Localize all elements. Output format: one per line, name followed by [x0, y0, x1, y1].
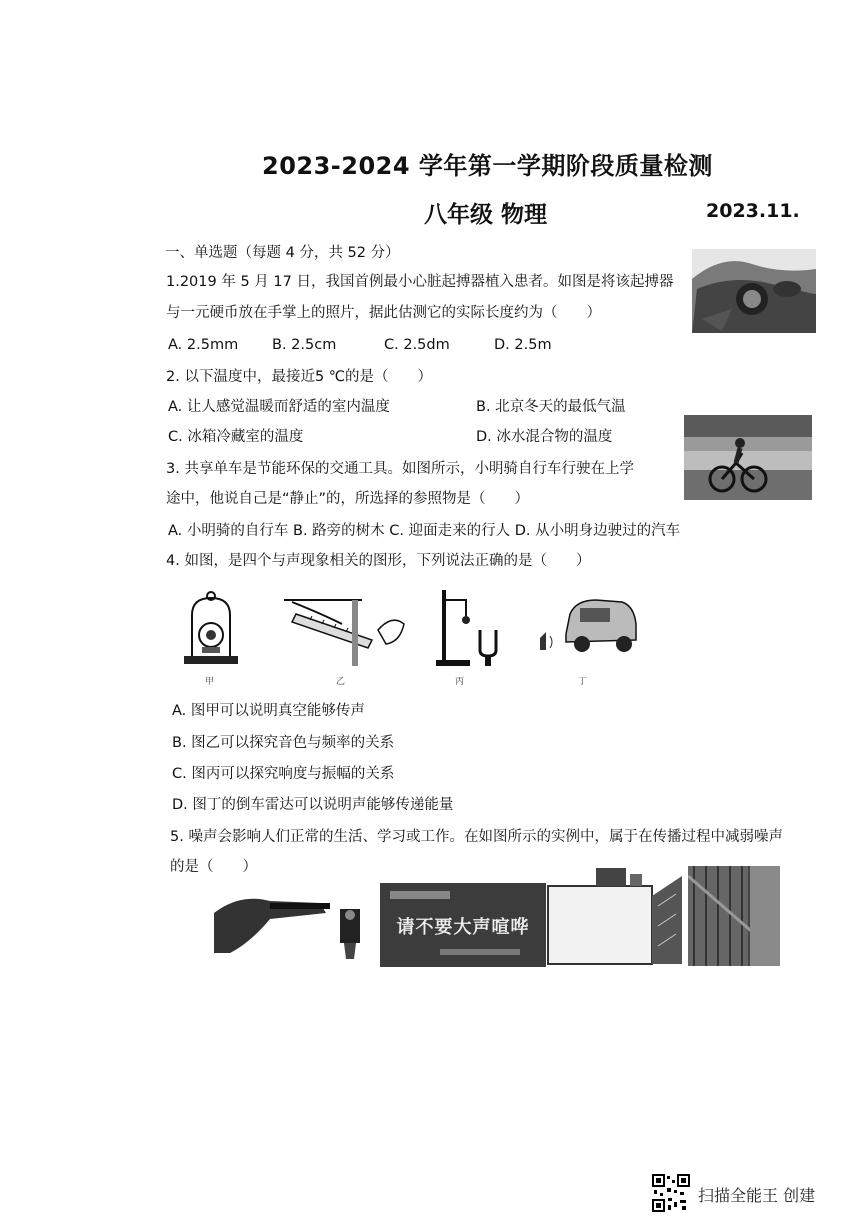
- q3-line2: 途中，他说自己是“静止”的，所选择的参照物是（ ）: [166, 491, 530, 507]
- q4-option-c: C. 图丙可以探究响度与振幅的关系: [172, 766, 395, 782]
- q1-line2: 与一元硬币放在手掌上的照片，据此估测它的实际长度约为（ ）: [166, 305, 601, 321]
- caption-bing: 丙: [455, 677, 465, 687]
- q1-option-d: D. 2.5m: [494, 337, 552, 353]
- q3-options: A. 小明骑的自行车 B. 路旁的树木 C. 迎面走来的行人 D. 从小明身边驶过的汽车: [168, 523, 681, 539]
- q4-option-d: D. 图丁的倒车雷达可以说明声能够传递能量: [172, 797, 454, 813]
- q4-stem: 4. 如图，是四个与声现象相关的图形，下列说法正确的是（ ）: [166, 553, 591, 569]
- quiet-sign-photo: [380, 883, 546, 967]
- cyclist-photo: [684, 415, 812, 500]
- q2-stem: 2. 以下温度中，最接近5 ℃的是（ ）: [166, 369, 433, 385]
- qr-code-icon: [652, 1174, 690, 1212]
- bell-jar-figure: [180, 590, 242, 668]
- earmuff-worker-photo: [210, 883, 378, 967]
- ruler-figure: [282, 594, 410, 666]
- q1-line1: 1.2019 年 5 月 17 日，我国首例最小心脏起搏器植入患者。如图是将该起搏器: [166, 274, 674, 290]
- section-heading: 一、单选题（每题 4 分，共 52 分）: [165, 245, 400, 261]
- soundproof-wall-photo: [546, 866, 686, 966]
- quiet-sign-text: 请不要大声喧哗: [396, 917, 530, 938]
- scanner-watermark: 扫描全能王 创建: [698, 1186, 816, 1205]
- tuning-fork-figure: [432, 586, 506, 668]
- q1-option-a: A. 2.5mm: [168, 337, 239, 353]
- q2-option-a: A. 让人感觉温暖而舒适的室内温度: [168, 399, 390, 415]
- q2-option-c: C. 冰箱冷藏室的温度: [168, 429, 304, 445]
- pacemaker-photo: [692, 249, 816, 333]
- q2-option-d: D. 冰水混合物的温度: [476, 429, 613, 445]
- q5-line2: 的是（ ）: [170, 859, 257, 875]
- exam-title: 2023-2024 学年第一学期阶段质量检测: [262, 152, 713, 180]
- q1-option-c: C. 2.5dm: [384, 337, 450, 353]
- caption-yi: 乙: [336, 677, 346, 687]
- q4-option-a: A. 图甲可以说明真空能够传声: [172, 703, 365, 719]
- exam-subtitle: 八年级 物理: [424, 202, 548, 228]
- barrier-photo: [688, 866, 780, 966]
- q2-option-b: B. 北京冬天的最低气温: [476, 399, 626, 415]
- caption-ding: 丁: [578, 677, 588, 687]
- caption-jia: 甲: [205, 677, 215, 687]
- car-radar-figure: [536, 594, 638, 660]
- q1-option-b: B. 2.5cm: [272, 337, 337, 353]
- q4-option-b: B. 图乙可以探究音色与频率的关系: [172, 735, 395, 751]
- q3-line1: 3. 共享单车是节能环保的交通工具。如图所示，小明骑自行车行驶在上学: [166, 461, 634, 477]
- exam-date: 2023.11.: [706, 200, 800, 222]
- q5-line1: 5. 噪声会影响人们正常的生活、学习或工作。在如图所示的实例中，属于在传播过程中减弱噪声: [170, 829, 783, 845]
